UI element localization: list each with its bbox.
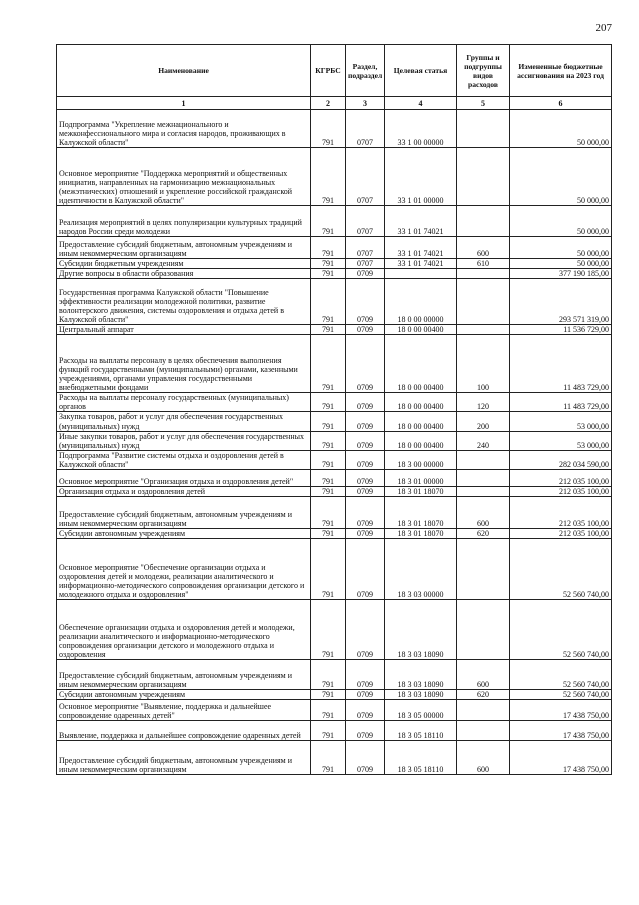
cell-amount: 50 000,00 [510, 148, 612, 206]
cell-group [457, 470, 510, 487]
cell-target: 18 3 01 18070 [385, 497, 457, 529]
cell-name: Расходы на выплаты персоналу государственных (муниципальных) органов [57, 393, 311, 412]
cell-kgrbs: 791 [311, 237, 346, 259]
cell-kgrbs: 791 [311, 660, 346, 690]
cell-amount: 50 000,00 [510, 237, 612, 259]
cell-amount: 17 438 750,00 [510, 721, 612, 741]
column-number: 4 [385, 97, 457, 110]
cell-section: 0709 [346, 335, 385, 393]
cell-name: Предоставление субсидий бюджетным, автономным учреждениям и иным некоммерческим организациям [57, 660, 311, 690]
cell-amount: 17 438 750,00 [510, 700, 612, 721]
column-number: 5 [457, 97, 510, 110]
cell-amount: 377 190 185,00 [510, 269, 612, 279]
column-number: 1 [57, 97, 311, 110]
cell-section: 0709 [346, 539, 385, 600]
cell-section: 0709 [346, 660, 385, 690]
page-number: 207 [595, 22, 612, 34]
cell-group [457, 487, 510, 497]
cell-name: Центральный аппарат [57, 325, 311, 335]
cell-target: 33 1 01 74021 [385, 237, 457, 259]
cell-kgrbs: 791 [311, 335, 346, 393]
cell-target: 33 1 01 00000 [385, 148, 457, 206]
cell-group: 620 [457, 690, 510, 700]
cell-target: 18 0 00 00000 [385, 279, 457, 325]
cell-amount: 282 034 590,00 [510, 450, 612, 469]
cell-kgrbs: 791 [311, 487, 346, 497]
table-row [57, 660, 612, 690]
cell-name: Предоставление субсидий бюджетным, автономным учреждениям и иным некоммерческим организациям [57, 237, 311, 259]
cell-target: 18 3 01 18070 [385, 529, 457, 539]
cell-amount: 50 000,00 [510, 259, 612, 269]
budget-table [56, 44, 612, 775]
cell-group [457, 148, 510, 206]
table-row [57, 206, 612, 237]
cell-name: Основное мероприятие "Поддержка мероприятий и общественных инициатив, направленных на гармонизацию межнациональных (межэтнических) отношений и укрепление российской гражданской идентичности в Калужской области" [57, 148, 311, 206]
cell-amount: 50 000,00 [510, 206, 612, 237]
cell-group: 100 [457, 335, 510, 393]
cell-section: 0709 [346, 325, 385, 335]
cell-kgrbs: 791 [311, 110, 346, 148]
cell-section: 0709 [346, 690, 385, 700]
cell-amount: 52 560 740,00 [510, 660, 612, 690]
cell-group [457, 206, 510, 237]
cell-name: Расходы на выплаты персоналу в целях обеспечения выполнения функций государственными (муниципальными) органами, казенными учреждениями, органами управления государственными внебюджетными фондами [57, 335, 311, 393]
cell-target: 33 1 01 74021 [385, 206, 457, 237]
cell-target: 18 3 05 00000 [385, 700, 457, 721]
cell-group [457, 325, 510, 335]
table-row [57, 412, 612, 431]
header-section: Раздел, подраздел [346, 45, 385, 97]
cell-kgrbs: 791 [311, 259, 346, 269]
cell-kgrbs: 791 [311, 539, 346, 600]
cell-kgrbs: 791 [311, 450, 346, 469]
cell-kgrbs: 791 [311, 269, 346, 279]
header-amount: Измененные бюджетные ассигнования на 2023 год [510, 45, 612, 97]
cell-name: Государственная программа Калужской области "Повышение эффективности реализации молодежной политики, развитие волонтерского движения, системы оздоровления и отдыха детей в Калужской области" [57, 279, 311, 325]
cell-amount: 11 536 729,00 [510, 325, 612, 335]
cell-amount: 11 483 729,00 [510, 335, 612, 393]
cell-name: Субсидии бюджетным учреждениям [57, 259, 311, 269]
cell-group: 600 [457, 741, 510, 775]
table-row [57, 529, 612, 539]
cell-group: 200 [457, 412, 510, 431]
cell-target: 18 3 05 18110 [385, 721, 457, 741]
table-row [57, 700, 612, 721]
cell-amount: 11 483 729,00 [510, 393, 612, 412]
cell-amount: 212 035 100,00 [510, 487, 612, 497]
cell-section: 0707 [346, 148, 385, 206]
cell-name: Основное мероприятие "Организация отдыха и оздоровления детей" [57, 470, 311, 487]
table-row [57, 470, 612, 487]
cell-amount: 50 000,00 [510, 110, 612, 148]
cell-amount: 52 560 740,00 [510, 690, 612, 700]
cell-amount: 52 560 740,00 [510, 539, 612, 600]
table-row [57, 690, 612, 700]
cell-kgrbs: 791 [311, 741, 346, 775]
cell-section: 0707 [346, 206, 385, 237]
cell-group [457, 600, 510, 660]
cell-group [457, 110, 510, 148]
cell-target: 18 0 00 00400 [385, 393, 457, 412]
table-row [57, 600, 612, 660]
table-row [57, 335, 612, 393]
cell-amount: 52 560 740,00 [510, 600, 612, 660]
header-name: Наименование [57, 45, 311, 97]
cell-name: Реализация мероприятий в целях популяризации культурных традиций народов России среди молодежи [57, 206, 311, 237]
cell-group [457, 721, 510, 741]
table-row [57, 148, 612, 206]
cell-section: 0709 [346, 529, 385, 539]
cell-kgrbs: 791 [311, 393, 346, 412]
cell-amount: 212 035 100,00 [510, 470, 612, 487]
cell-kgrbs: 791 [311, 721, 346, 741]
header-group: Группы и подгруппы видов расходов [457, 45, 510, 97]
cell-amount: 212 035 100,00 [510, 529, 612, 539]
cell-kgrbs: 791 [311, 325, 346, 335]
cell-name: Закупка товаров, работ и услуг для обеспечения государственных (муниципальных) нужд [57, 412, 311, 431]
cell-amount: 53 000,00 [510, 431, 612, 450]
cell-kgrbs: 791 [311, 206, 346, 237]
cell-section: 0709 [346, 450, 385, 469]
cell-target: 33 1 00 00000 [385, 110, 457, 148]
table-row [57, 237, 612, 259]
cell-name: Предоставление субсидий бюджетным, автономным учреждениям и иным некоммерческим организациям [57, 497, 311, 529]
cell-kgrbs: 791 [311, 148, 346, 206]
cell-target: 18 3 03 00000 [385, 539, 457, 600]
cell-section: 0707 [346, 237, 385, 259]
cell-kgrbs: 791 [311, 700, 346, 721]
cell-section: 0709 [346, 700, 385, 721]
cell-kgrbs: 791 [311, 412, 346, 431]
cell-target [385, 269, 457, 279]
cell-kgrbs: 791 [311, 431, 346, 450]
cell-section: 0709 [346, 600, 385, 660]
cell-group [457, 450, 510, 469]
table-row [57, 539, 612, 600]
cell-name: Другие вопросы в области образования [57, 269, 311, 279]
table-row [57, 741, 612, 775]
cell-section: 0709 [346, 279, 385, 325]
table-row [57, 487, 612, 497]
cell-amount: 53 000,00 [510, 412, 612, 431]
cell-group [457, 269, 510, 279]
column-number: 2 [311, 97, 346, 110]
cell-group [457, 700, 510, 721]
cell-target: 18 0 00 00400 [385, 325, 457, 335]
cell-target: 33 1 01 74021 [385, 259, 457, 269]
cell-section: 0709 [346, 269, 385, 279]
header-target: Целевая статья [385, 45, 457, 97]
cell-target: 18 3 00 00000 [385, 450, 457, 469]
cell-group: 600 [457, 237, 510, 259]
cell-name: Выявление, поддержка и дальнейшее сопровождение одаренных детей [57, 721, 311, 741]
table-row [57, 393, 612, 412]
cell-kgrbs: 791 [311, 470, 346, 487]
cell-amount: 293 571 319,00 [510, 279, 612, 325]
cell-name: Подпрограмма "Укрепление межнационального и межконфессионального мира и согласия народов, проживающих в Калужской области" [57, 110, 311, 148]
table-row [57, 259, 612, 269]
cell-group: 600 [457, 660, 510, 690]
cell-group [457, 279, 510, 325]
cell-name: Основное мероприятие "Выявление, поддержка и дальнейшее сопровождение одаренных детей" [57, 700, 311, 721]
cell-group: 620 [457, 529, 510, 539]
table-row [57, 431, 612, 450]
cell-group: 240 [457, 431, 510, 450]
header-row [57, 45, 612, 97]
column-number: 3 [346, 97, 385, 110]
cell-target: 18 3 03 18090 [385, 690, 457, 700]
cell-amount: 17 438 750,00 [510, 741, 612, 775]
column-number-row [57, 97, 612, 110]
cell-section: 0709 [346, 497, 385, 529]
cell-kgrbs: 791 [311, 279, 346, 325]
cell-section: 0707 [346, 259, 385, 269]
cell-amount: 212 035 100,00 [510, 497, 612, 529]
table-row [57, 269, 612, 279]
cell-name: Предоставление субсидий бюджетным, автономным учреждениям и иным некоммерческим организациям [57, 741, 311, 775]
cell-name: Иные закупки товаров, работ и услуг для обеспечения государственных (муниципальных) нужд [57, 431, 311, 450]
table-row [57, 279, 612, 325]
cell-kgrbs: 791 [311, 690, 346, 700]
cell-name: Субсидии автономным учреждениям [57, 529, 311, 539]
cell-kgrbs: 791 [311, 529, 346, 539]
cell-target: 18 0 00 00400 [385, 431, 457, 450]
cell-section: 0709 [346, 393, 385, 412]
cell-name: Обеспечение организации отдыха и оздоровления детей и молодежи, реализации аналитического и информационно-методического сопровождения организации детского и молодежного отдыха и оздоровления [57, 600, 311, 660]
cell-name: Субсидии автономным учреждениям [57, 690, 311, 700]
table-row [57, 721, 612, 741]
cell-group [457, 539, 510, 600]
table-row [57, 110, 612, 148]
cell-section: 0709 [346, 431, 385, 450]
cell-section: 0707 [346, 110, 385, 148]
cell-name: Подпрограмма "Развитие системы отдыха и оздоровления детей в Калужской области" [57, 450, 311, 469]
cell-section: 0709 [346, 741, 385, 775]
cell-target: 18 3 03 18090 [385, 600, 457, 660]
cell-kgrbs: 791 [311, 497, 346, 529]
cell-group: 610 [457, 259, 510, 269]
table-row [57, 450, 612, 469]
column-number: 6 [510, 97, 612, 110]
cell-section: 0709 [346, 470, 385, 487]
cell-group: 600 [457, 497, 510, 529]
cell-section: 0709 [346, 721, 385, 741]
cell-section: 0709 [346, 412, 385, 431]
cell-target: 18 0 00 00400 [385, 335, 457, 393]
cell-name: Организация отдыха и оздоровления детей [57, 487, 311, 497]
table-row [57, 325, 612, 335]
cell-target: 18 0 00 00400 [385, 412, 457, 431]
cell-section: 0709 [346, 487, 385, 497]
cell-target: 18 3 05 18110 [385, 741, 457, 775]
header-kgrbs: КГРБС [311, 45, 346, 97]
cell-target: 18 3 03 18090 [385, 660, 457, 690]
cell-target: 18 3 01 00000 [385, 470, 457, 487]
cell-target: 18 3 01 18070 [385, 487, 457, 497]
cell-kgrbs: 791 [311, 600, 346, 660]
cell-group: 120 [457, 393, 510, 412]
cell-name: Основное мероприятие "Обеспечение организации отдыха и оздоровления детей и молодежи, реализации аналитического и информационно-методического сопровождения организации детского и молодежного отдыха и оздоровления" [57, 539, 311, 600]
table-row [57, 497, 612, 529]
